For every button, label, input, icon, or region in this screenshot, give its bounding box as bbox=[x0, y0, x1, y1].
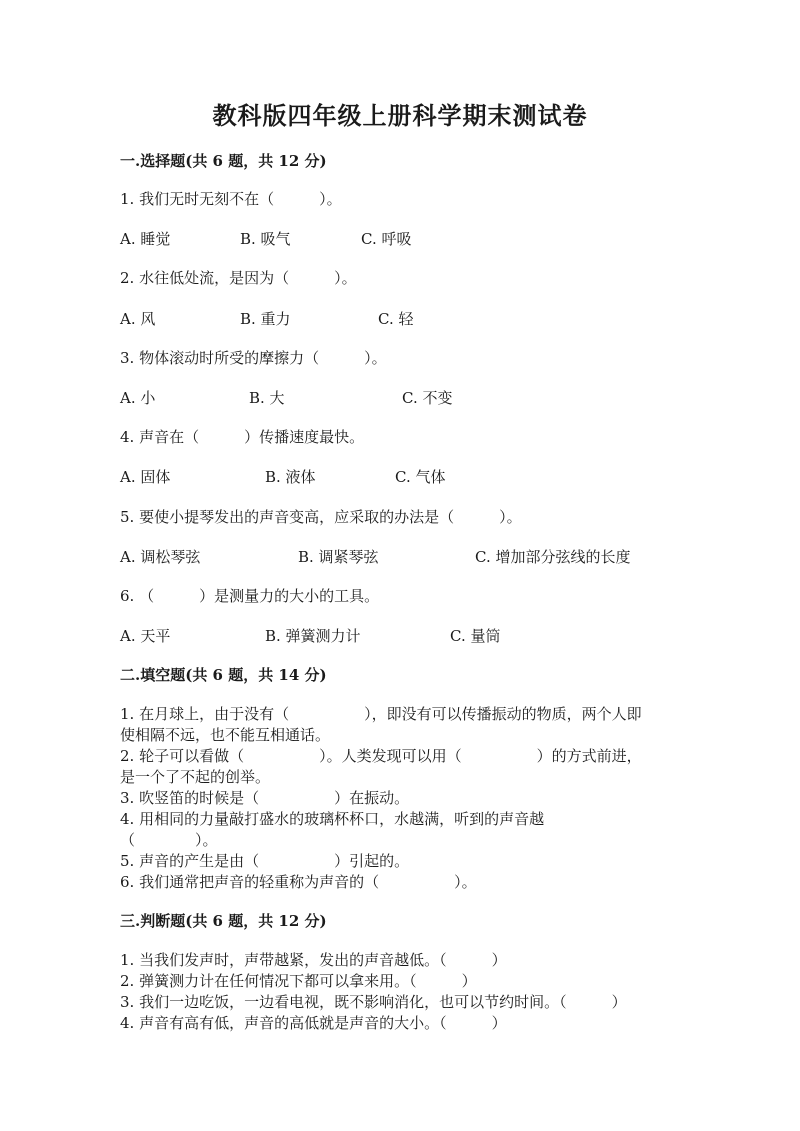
fill-line: 3. 吹竖笛的时候是（ ）在振动。 bbox=[120, 789, 410, 807]
judge-line: 3. 我们一边吃饭，一边看电视，既不影响消化，也可以节约时间。（ ） bbox=[120, 993, 627, 1011]
fill-line: 是一个了不起的创举。 bbox=[120, 768, 271, 786]
option-a: A. 固体 bbox=[120, 468, 171, 486]
question-stem: 2. 水往低处流，是因为（ ）。 bbox=[120, 269, 357, 287]
option-b: B. 弹簧测力计 bbox=[265, 627, 361, 645]
fill-line: 4. 用相同的力量敲打盛水的玻璃杯杯口，水越满，听到的声音越 bbox=[120, 810, 545, 828]
question-stem: 1. 我们无时无刻不在（ ）。 bbox=[120, 190, 342, 208]
option-a: A. 天平 bbox=[120, 627, 171, 645]
fill-line: 1. 在月球上，由于没有（ ），即没有可以传播振动的物质，两个人即 bbox=[120, 705, 642, 723]
option-b: B. 重力 bbox=[240, 310, 291, 328]
section-heading-choice: 一.选择题(共 6 题，共 12 分) bbox=[120, 152, 327, 170]
judge-line: 2. 弹簧测力计在任何情况下都可以拿来用。（ ） bbox=[120, 972, 477, 990]
fill-line: （ ）。 bbox=[120, 831, 218, 849]
judge-line: 1. 当我们发声时，声带越紧，发出的声音越低。（ ） bbox=[120, 951, 507, 969]
question-stem: 4. 声音在（ ）传播速度最快。 bbox=[120, 428, 365, 446]
section-heading-fill: 二.填空题(共 6 题，共 14 分) bbox=[120, 666, 327, 684]
option-a: A. 调松琴弦 bbox=[120, 548, 201, 566]
question-stem: 5. 要使小提琴发出的声音变高，应采取的办法是（ ）。 bbox=[120, 508, 522, 526]
fill-line: 6. 我们通常把声音的轻重称为声音的（ ）。 bbox=[120, 873, 477, 891]
option-c: C. 呼吸 bbox=[361, 230, 412, 248]
section-heading-judge: 三.判断题(共 6 题，共 12 分) bbox=[120, 912, 327, 930]
option-b: B. 大 bbox=[249, 389, 285, 407]
judge-line: 4. 声音有高有低，声音的高低就是声音的大小。（ ） bbox=[120, 1014, 507, 1032]
fill-line: 5. 声音的产生是由（ ）引起的。 bbox=[120, 852, 410, 870]
option-b: B. 调紧琴弦 bbox=[298, 548, 379, 566]
option-a: A. 风 bbox=[120, 310, 156, 328]
option-c: C. 气体 bbox=[395, 468, 446, 486]
fill-line: 使相隔不远，也不能互相通话。 bbox=[120, 726, 331, 744]
option-b: B. 吸气 bbox=[240, 230, 291, 248]
option-a: A. 睡觉 bbox=[120, 230, 171, 248]
option-c: C. 不变 bbox=[402, 389, 453, 407]
option-c: C. 轻 bbox=[378, 310, 414, 328]
option-a: A. 小 bbox=[120, 389, 156, 407]
page-title: 教科版四年级上册科学期末测试卷 bbox=[212, 101, 588, 130]
question-stem: 3. 物体滚动时所受的摩擦力（ ）。 bbox=[120, 349, 387, 367]
question-stem: 6. （ ）是测量力的大小的工具。 bbox=[120, 587, 380, 605]
option-c: C. 增加部分弦线的长度 bbox=[475, 548, 631, 566]
option-b: B. 液体 bbox=[265, 468, 316, 486]
fill-line: 2. 轮子可以看做（ ）。人类发现可以用（ ）的方式前进， bbox=[120, 747, 642, 765]
option-c: C. 量筒 bbox=[450, 627, 501, 645]
